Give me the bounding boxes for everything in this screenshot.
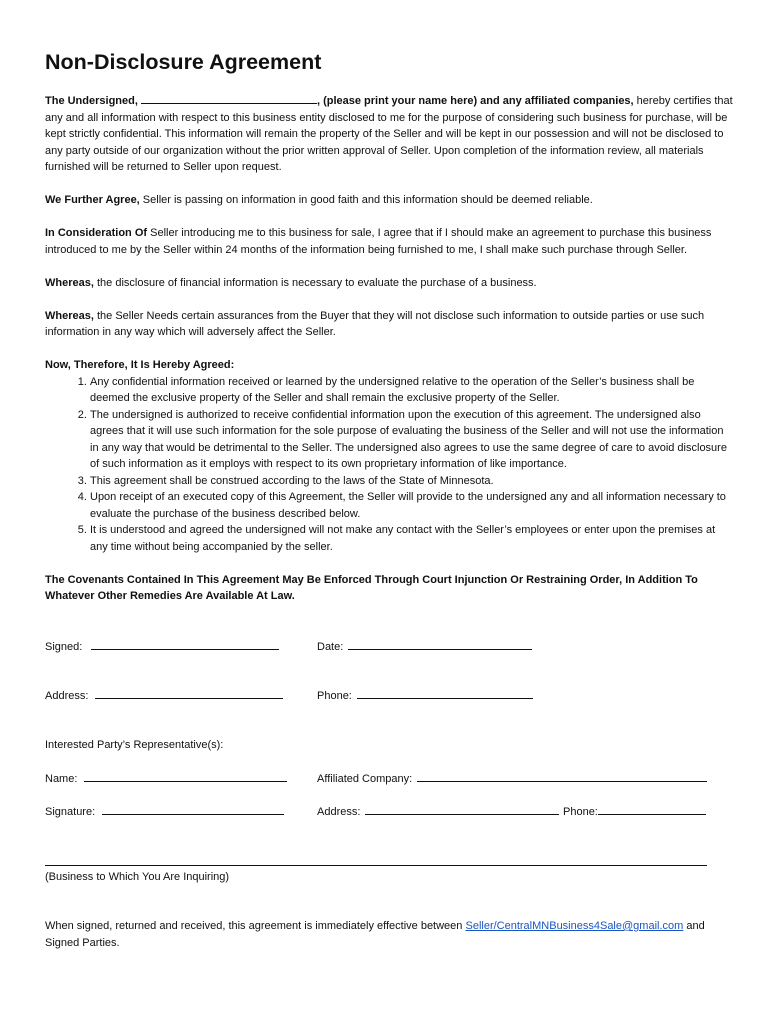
- clause-item: 3. This agreement shall be construed according to the laws of the State of Minnesota.: [90, 473, 735, 490]
- further-lead: We Further Agree,: [45, 194, 140, 206]
- clause-list: [45, 374, 735, 556]
- whereas-lead-1: Whereas,: [45, 276, 94, 289]
- consideration-paragraph: [45, 225, 735, 258]
- signature-row: [45, 803, 735, 820]
- name-row: [45, 770, 735, 787]
- affiliated-company-field[interactable]: [417, 770, 707, 782]
- signed-row: [45, 638, 735, 655]
- name-field[interactable]: [84, 770, 287, 782]
- phone-field[interactable]: [357, 687, 533, 699]
- whereas-paragraph-2: [45, 308, 735, 341]
- clause-item: 4. Upon receipt of an executed copy of this Agreement, the Seller will provide to the undersigned any and all information necessary to evaluate the purchase of the business described below.: [90, 489, 735, 522]
- consideration-lead: In Consideration Of: [45, 227, 148, 239]
- address-row: [45, 687, 735, 704]
- clause-item: 1. Any confidential information received or learned by the undersigned relative to the operation of the Seller’s business shall be deemed the exclusive property of the Seller and shall remain the exclusive property of the Seller.: [90, 374, 735, 407]
- intro-text: hereby certifies that any and all information with respect to this business entity disclosed to me for the purpose of considering such business for purchase, will be kept strictly confidential. This information will remain the property of the Seller and will be kept in our possession and will not be disclosed to any party outside of our organization without the prior written approval of Seller. Upon completion of the information review, all materials furnished will be returned to Seller upon request.: [45, 95, 733, 173]
- page-title: Non-Disclosure Agreement: [45, 50, 322, 74]
- business-field[interactable]: [45, 865, 707, 866]
- further-text: Seller is passing on information in good faith and this information should be deemed reliable.: [139, 194, 593, 206]
- intro-paragraph: [45, 92, 735, 176]
- whereas-text-2: the Seller Needs certain assurances from the Buyer that they will not disclose such information to outside parties or use such information in any way which will adversely affect the Seller.: [45, 309, 705, 338]
- covenant-notice: The Covenants Contained In This Agreement May Be Enforced Through Court Injunction Or Restraining Order, In Addition To Whatever Other Remedies Are Available At Law.: [45, 573, 698, 602]
- agreement-body: [45, 48, 735, 621]
- closing-text-end: and Signed Parties.: [45, 920, 705, 949]
- signature-label: Signature:: [45, 806, 96, 818]
- whereas-text-1: the disclosure of financial information is necessary to evaluate the purchase of a business.: [93, 276, 537, 289]
- signed-field[interactable]: [91, 638, 279, 650]
- clause-item: 2. The undersigned is authorized to receive confidential information upon the execution of this agreement. The undersigned also agrees that it will use such information for the sole purpose of evaluating the business of the Seller and will not use the information in any way that would be detrimental to the Seller. The undersigned also agrees to use the same degree of care to avoid disclosure of such information as it employs with respect to its own proprietary information of like importance.: [90, 407, 735, 473]
- rep-phone-field[interactable]: [598, 803, 706, 815]
- clause-item: 5. It is understood and agreed the undersigned will not make any contact with the Seller’s employees or enter upon the premises at any time without being accompanied by the seller.: [90, 522, 735, 555]
- address-field[interactable]: [95, 687, 283, 699]
- signed-label: Signed:: [45, 641, 83, 653]
- rep-address-field[interactable]: [365, 803, 559, 815]
- business-caption: (Business to Which You Are Inquiring): [45, 871, 230, 883]
- intro-lead: The Undersigned,: [45, 95, 138, 107]
- date-field[interactable]: [348, 638, 532, 650]
- representatives-label: Interested Party’s Representative(s):: [45, 739, 224, 751]
- date-label: Date:: [317, 641, 344, 653]
- affiliated-company-label: Affiliated Company:: [317, 773, 413, 785]
- signature-field[interactable]: [102, 803, 284, 815]
- name-label: Name:: [45, 773, 78, 785]
- whereas-paragraph-1: [45, 275, 735, 292]
- further-paragraph: [45, 192, 735, 209]
- whereas-lead-2: Whereas,: [45, 309, 94, 322]
- agreed-heading: Now, Therefore, It Is Hereby Agreed:: [45, 359, 235, 371]
- print-name-field[interactable]: [141, 92, 317, 104]
- rep-address-label: Address:: [317, 806, 361, 818]
- consideration-text: Seller introducing me to this business for sale, I agree that if I should make an agreement to purchase this business introduced to me by the Seller within 24 months of the information being furnished to me, I shall make such purchase through Seller.: [45, 227, 712, 256]
- closing-text: When signed, returned and received, this agreement is immediately effective between: [45, 920, 466, 932]
- rep-phone-label: Phone:: [563, 806, 598, 818]
- business-caption-row: [45, 869, 735, 886]
- closing-paragraph: [45, 918, 735, 951]
- intro-mid: , (please print your name here) and any affiliated companies,: [316, 95, 634, 107]
- seller-email-link[interactable]: Seller/CentralMNBusiness4Sale@gmail.com: [465, 920, 684, 932]
- representatives-row: [45, 737, 735, 754]
- phone-label: Phone:: [317, 690, 352, 702]
- address-label: Address:: [45, 690, 89, 702]
